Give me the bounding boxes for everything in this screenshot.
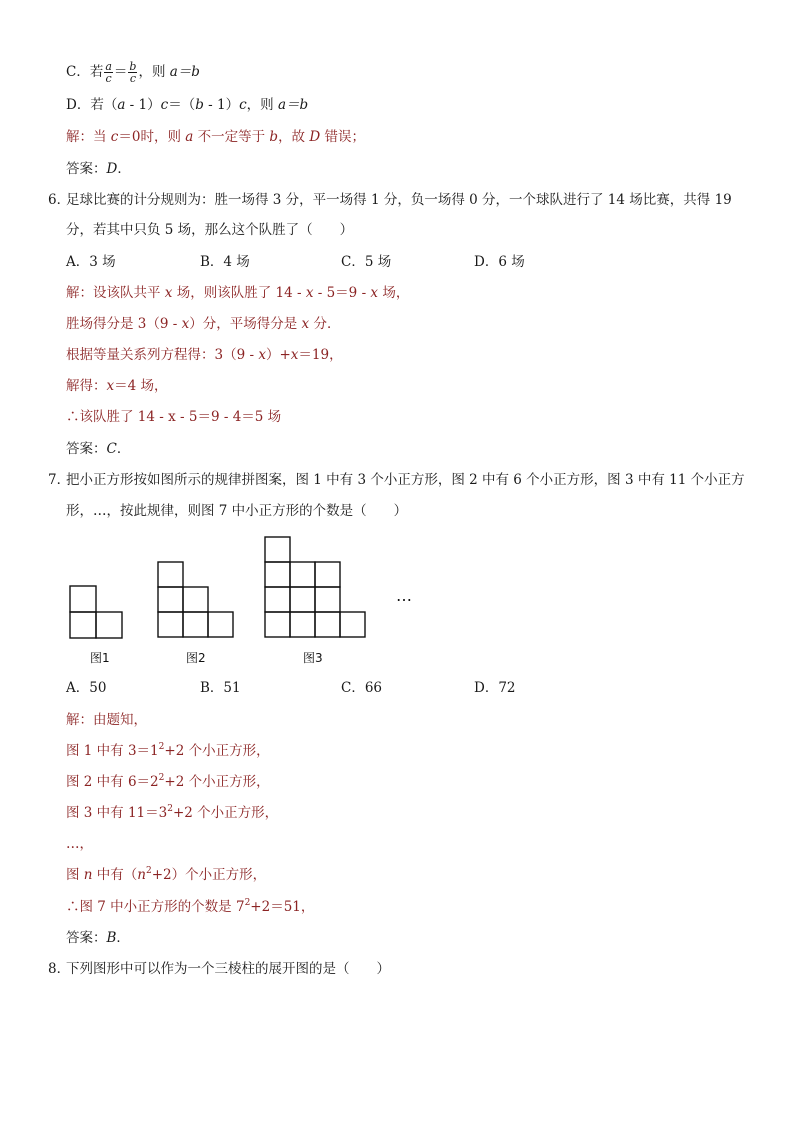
q6-stem-line2: 分，若其中只负 5 场，那么这个队胜了（ ）	[66, 222, 354, 238]
q6-number: 6．	[48, 192, 71, 208]
q6-solution-4: 解得：x＝4 场，	[66, 378, 168, 394]
q5-answer: 答案：D．	[66, 161, 131, 177]
q6-solution-5: ∴该队胜了 14 - x - 5＝9 - 4＝5 场	[66, 409, 282, 425]
q7-answer: 答案：B．	[66, 930, 130, 946]
q7-solution-fig7: ∴图 7 中小正方形的个数是 $7^2+2=51$，	[66, 897, 315, 915]
q7-solution-fig2: 图 2 中有 $6=2^2+2$ 个小正方形，	[66, 772, 270, 790]
figure-3-squares	[265, 537, 365, 637]
q8-stem: 下列图形中可以作为一个三棱柱的展开图的是（ ）	[66, 961, 390, 977]
q7-option-c: C．66	[341, 680, 383, 696]
figure-ellipsis: …	[396, 586, 412, 605]
q7-option-d: D．72	[474, 680, 516, 696]
q7-option-b: B．51	[200, 680, 241, 696]
q6-option-d: D．6 场	[474, 254, 525, 270]
q7-solution-dots: …，	[66, 836, 93, 852]
figure-1-squares	[70, 586, 122, 638]
q5-option-c: C．若 $\frac{a}{c}$ ＝ $\frac{b}{c}$ ，则 a＝b	[66, 60, 200, 85]
q7-solution-fig1: 图 1 中有 $3=1^2+2$ 个小正方形，	[66, 741, 270, 759]
q7-solution-fig3: 图 3 中有 $11=3^2+2$ 个小正方形，	[66, 803, 279, 821]
q6-option-a: A．3 场	[66, 254, 116, 270]
figure-2-label: 图2	[186, 651, 206, 665]
fraction-a-over-c: $\frac{a}{c}$	[105, 60, 112, 85]
q6-option-c: C．5 场	[341, 254, 392, 270]
q7-stem-line2: 形，…，按此规律，则图 7 中小正方形的个数是（ ）	[66, 503, 408, 519]
q6-solution-2: 胜场得分是 3（9 - x）分，平场得分是 x 分．	[66, 316, 341, 332]
q7-option-a: A．50	[66, 680, 107, 696]
fraction-b-over-c: $\frac{b}{c}$	[129, 60, 137, 85]
q6-solution-1: 解：设该队共平 x 场，则该队胜了 14 - x - 5＝9 - x 场，	[66, 285, 410, 301]
q6-answer: 答案：C．	[66, 441, 131, 457]
q6-solution-3: 根据等量关系列方程得：3（9 - x）+x＝19，	[66, 347, 343, 363]
figure-2-squares	[158, 562, 233, 637]
figure-3-label: 图3	[303, 651, 323, 665]
q7-number: 7．	[48, 472, 71, 488]
q5-solution: 解：当 c＝0时，则 a 不一定等于 b，故 D 错误；	[66, 129, 365, 145]
q7-solution-fign: 图 n 中有$(n^2+2)$个小正方形，	[66, 865, 267, 883]
q5-option-d: D．若（a - 1）c＝（b - 1）c，则 a＝b	[66, 97, 309, 113]
q7-solution-intro: 解：由题知，	[66, 712, 147, 728]
figure-1-label: 图1	[90, 651, 110, 665]
q6-stem-line1: 足球比赛的计分规则为：胜一场得 3 分，平一场得 1 分，负一场得 0 分，一个球队进行了 14 场比赛，共得 19	[66, 192, 732, 208]
q7-stem-line1: 把小正方形按如图所示的规律拼图案，图 1 中有 3 个小正方形，图 2 中有 6 个小正方形，图 3 中有 11 个小正方	[66, 472, 745, 488]
q8-number: 8．	[48, 961, 71, 977]
q6-option-b: B．4 场	[200, 254, 250, 270]
q7-square-pattern-figures	[60, 530, 440, 670]
